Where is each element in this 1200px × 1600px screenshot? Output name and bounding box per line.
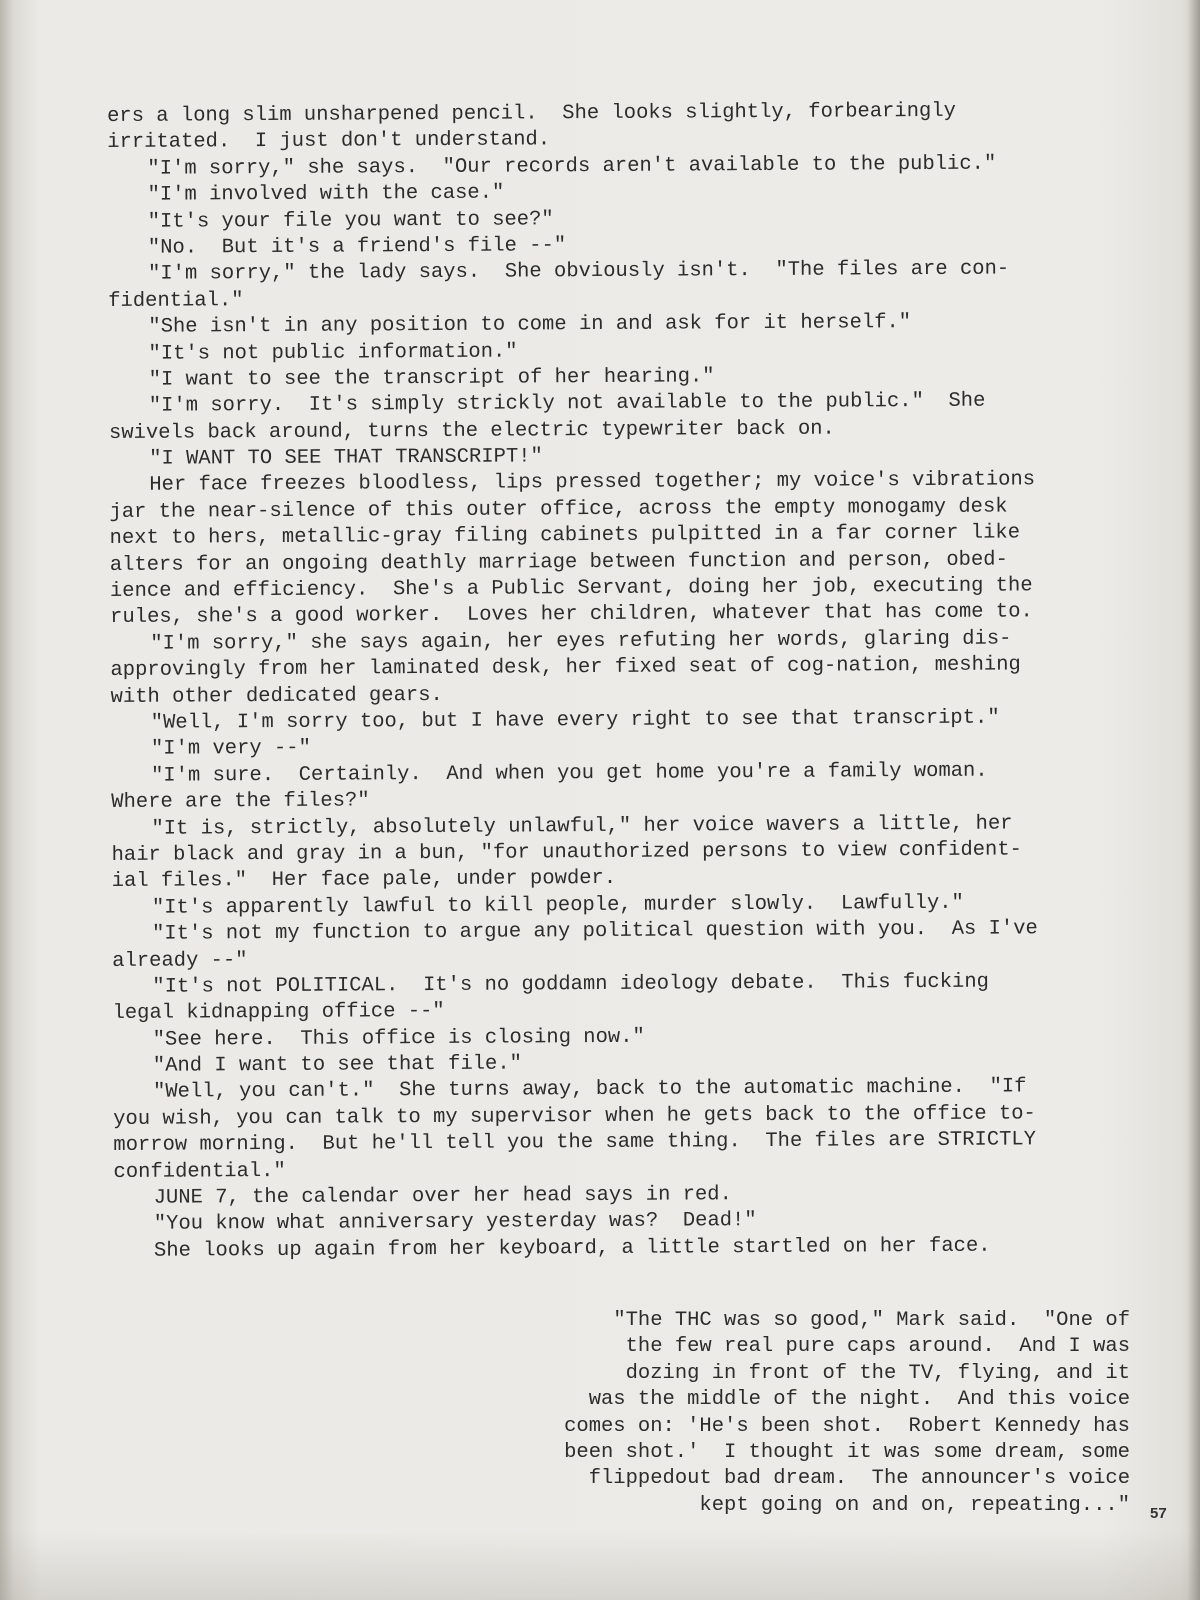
text-line: ers a long slim unsharpened pencil. She looks slightly, forbearingly [107,99,956,128]
text-line: with other dedicated gears. [110,683,443,709]
text-line: already --" [112,948,248,973]
text-line: "It's your file you want to see?" [147,207,554,234]
text-line: alters for an ongoing deathly marriage between function and person, obed- [109,548,1008,577]
text-line: confidential." [113,1159,286,1184]
text-line: jar the near-silence of this outer office, across the empty monogamy desk [109,495,1008,524]
text-line: legal kidnapping office --" [112,1000,445,1026]
text-line: "I want to see the transcript of her hearing." [148,365,715,392]
text-line: "I'm sorry," the lady says. She obviously isn't. "The files are con- [147,257,1010,287]
text-line: "Well, I'm sorry too, but I have every right to see that transcript." [150,706,1000,735]
text-line: "And I want to see that file." [152,1052,523,1078]
text-line: "I'm sure. Certainly. And when you get home you're a family woman. [151,759,988,788]
text-line: "I'm sorry. It's simply strickly not available to the public." She [148,389,986,419]
inset-line: comes on: 'He's been shot. Robert Kennedy has [564,1414,1130,1438]
text-line: swivels back around, turns the electric typewriter back on. [108,417,835,445]
text-line: "I WANT TO SEE THAT TRANSCRIPT!" [149,445,543,471]
text-line: She looks up again from her keyboard, a little startled on her face. [153,1234,991,1263]
text-line: "I'm sorry," she says. "Our records aren't available to the public." [147,152,997,181]
text-line: "It's not my function to argue any political question with you. As I've [152,917,1038,946]
text-line: "It's not public information." [148,340,518,366]
text-line: "No. But it's a friend's file --" [147,234,567,260]
text-line: Where are the files?" [111,789,370,815]
text-line: JUNE 7, the calendar over her head says in red. [153,1183,732,1210]
text-line: "I'm very --" [150,737,311,762]
text-line: "It's not POLITICAL. It's no goddamn ideology debate. This fucking [152,970,989,999]
text-line: fidential." [108,288,244,313]
text-line: approvingly from her laminated desk, her fixed seat of cog-nation, meshing [110,653,1021,683]
page-shadow [0,1530,1200,1600]
page-number: 57 [1150,1505,1167,1522]
text-line: you wish, you can talk to my supervisor when he gets back to the office to- [113,1102,1036,1131]
text-line: "It's apparently lawful to kill people, murder slowly. Lawfully." [151,891,964,920]
text-line: ience and efficiency. She's a Public Servant, doing her job, executing the [109,574,1033,604]
text-line: "I'm involved with the case." [147,181,505,207]
text-line: "I'm sorry," she says again, her eyes refuting her words, glaring dis- [150,627,1012,656]
text-line: "You know what anniversary yesterday was? Dead!" [153,1209,757,1237]
inset-quote-block [480,1308,1130,1519]
inset-line: dozing in front of the TV, flying, and it [625,1361,1130,1385]
text-line: irritated. I just don't understand. [107,128,551,155]
inset-line: the few real pure caps around. And I was [625,1335,1130,1359]
text-line: next to hers, metallic-gray filing cabinets pulpitted in a far corner like [109,521,1021,551]
text-line: "She isn't in any position to come in and ask for it herself." [148,311,912,339]
inset-line: flippedout bad dream. The announcer's voice [588,1467,1130,1491]
text-line: "It is, strictly, absolutely unlawful," her voice wavers a little, her [151,812,1013,841]
text-line: hair black and gray in a bun, "for unauthorized persons to view confident- [111,838,1023,867]
book-spine [1188,0,1200,1600]
inset-line: "The THC was so good," Mark said. "One of [613,1309,1130,1332]
text-line: morrow morning. But he'll tell you the same thing. The files are STRICTLY [113,1128,1037,1158]
main-text-block [107,98,1134,1265]
text-line: "Well, you can't." She turns away, back to the automatic machine. "If [152,1075,1027,1105]
inset-line: kept going on and on, repeating..." [699,1493,1130,1517]
text-line: Her face freezes bloodless, lips pressed together; my voice's vibrations [149,468,1036,498]
inset-line: been shot.' I thought it was some dream, some [564,1440,1130,1464]
text-line: "See here. This office is closing now." [152,1025,645,1052]
text-line: ial files." Her face pale, under powder. [111,867,617,894]
inset-line: was the middle of the night. And this voice [588,1388,1130,1412]
text-line: rules, she's a good worker. Loves her children, whatever that has come to. [110,600,1033,630]
